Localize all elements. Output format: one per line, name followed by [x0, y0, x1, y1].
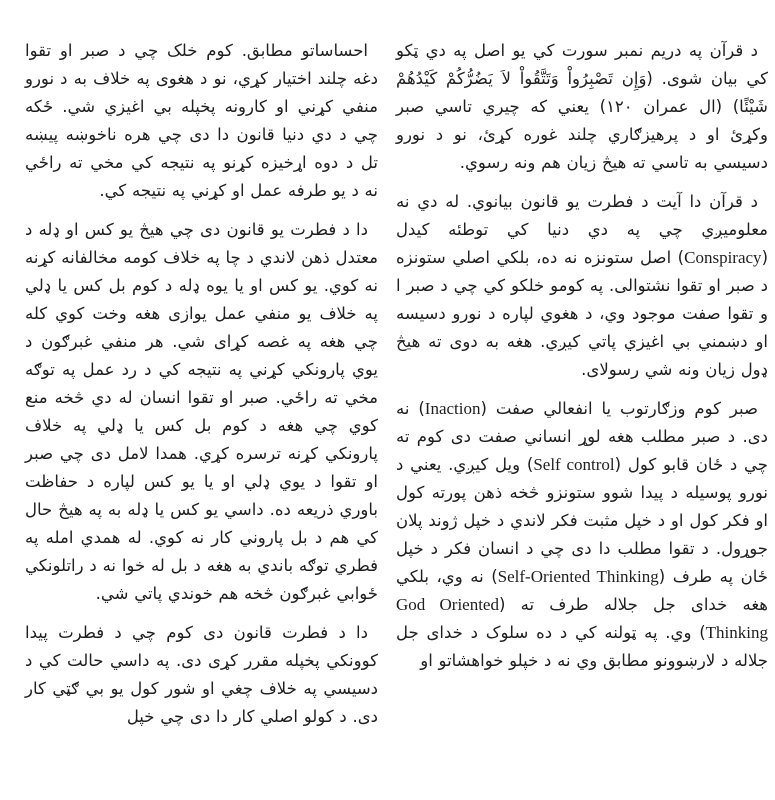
para-quran-aal-imran-verse: د قرآن په دريم نمبر سورت کي يو اصل په دي ټکو کي بيان شوی. (وَإِن تَصْبِرُواْ وَتَتَّقُواْ لاَ يَضُرُّكُمْ كَيْدُهُمْ شَيْئًا) (ال عمران ۱۲۰) يعني که چيري تاسي صبر وکړئ او د پرهيزګاري چلند غوره کړئ، نو د نورو دسيسي به تاسي ته هيڅ زيان هم ونه رسوي.: [396, 41, 768, 172]
para-law-of-nature-conspiracy: د قرآن دا آيت د فطرت يو قانون بيانوي. له دي نه معلوميږي چي په دي دنيا کي توطئه کيدل (Conspiracy) اصل ستونزه نه ده، بلکي اصلي ستونزه د صبر او تقوا نشتوالی. په کومو خلکو کي چي د صبر ا و تقوا صفت موجود وي، د هغوي لپاره د نورو دسيسه او دښمني بي اغيزي پاتي کيږي. هغه به دوی ته هيڅ ډول زيان ونه شي رسولای.: [396, 192, 768, 379]
para-continuation-ehsasato: احساساتو مطابق. کوم خلک چي د صبر او تقوا دغه چلند اختيار کړي، نو د هغوی په خلاف به د نورو منفي کړني او کارونه پخپله بي اغيزي شي. ځکه چي د دي دنيا قانون دا دی چي هره ناخوښه پيښه تل د دوه اړخيزه کړنو په نتيجه کي مخي ته راځي نه د يو طرفه عمل او کړني په نتيجه کي.: [25, 41, 378, 200]
para-law-no-provocation: دا د فطرت يو قانون دی چي هيڅ يو کس او ډله د معتدل ذهن لاندي د چا په خلاف کومه مخالفانه کړنه نه کوي. يو کس او يا يوه ډله د کوم بل کس يا ډلي په خلاف يو منفي عمل يوازی هغه وخت کوي کله چي هغه په غصه کړای شي. هر منفي غبرګون د يوي پارونکي کړني په نتيجه کي د رد عمل په توګه مخي ته راځي. صبر او تقوا انسان له دي څخه منع کوي چي هغه د کوم بل کس يا ډلي په خلاف پارونکي کړنه ترسره کړي. همدا لامل دی چي صبر او تقوا د يوي ډلي او يا يو کس لپاره د حفاظت باوري ذريعه ده. داسي يو کس يا ډله به په هيڅ حال کي هم د بل پاروني کار نه کوي. له همدي امله په فطري توګه باندي به هغه د بل له خوا نه د راتلونکي ځوابي غبرګون څخه هم خوندي پاتي شي.: [25, 220, 378, 603]
para-closing-fitrat-law: دا د فطرت قانون دی کوم چي د فطرت پيدا کوونکي پخپله مقرر کړی دی. په داسي حالت کي د دسيسي په خلاف چغي او شور کول يو بي ګټي کار دی. د کولو اصلي کار دا دی چي خپل: [25, 623, 378, 726]
para-sabr-taqwa-definitions: صبر کوم وزګارتوب يا انفعالي صفت (Inaction) نه دی. د صبر مطلب هغه لوړ انساني صفت دی کوم ته چي د ځان قابو کول (Self control) ويل کيږي. يعني د نورو پوسيله د پيدا شوو ستونزو څخه ذهن پورته کول او فکر کول او د خپل مثبت فکر لاندي د خپل ژوند پلان جوړول. د تقوا مطلب دا دی چي د انسان فکر د خپل ځان په طرف (Self-Oriented Thinking) نه وي، بلکي هغه خدای جل جلاله طرف ته (God Oriented Thinking) وي. په ټولنه کي د ده سلوک د خدای جل جلاله د لارښوونو مطابق وي نه د خپلو خواهشاتو او: [396, 399, 769, 670]
column-second-left: [25, 37, 378, 731]
column-first-right: [396, 37, 768, 675]
